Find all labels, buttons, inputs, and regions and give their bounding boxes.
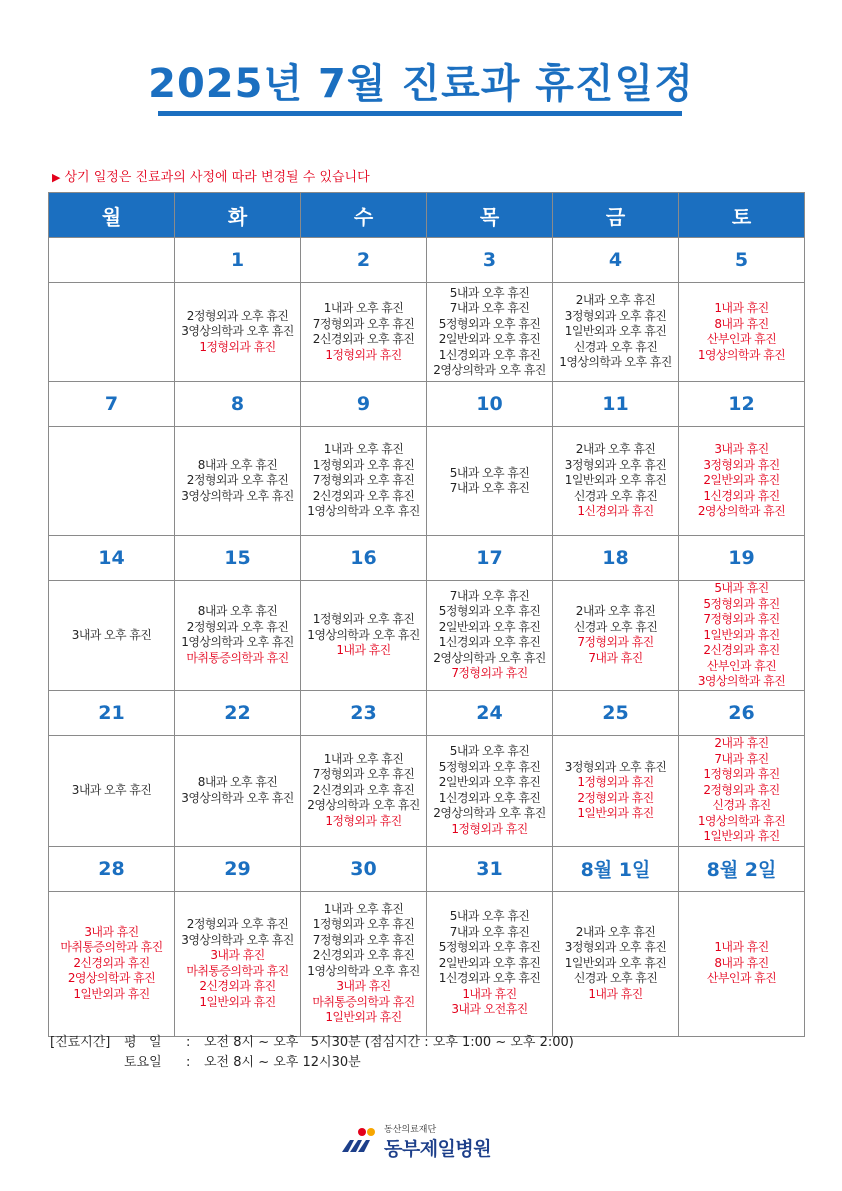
notes-row — [49, 735, 805, 846]
day-notes-cell — [427, 891, 553, 1036]
closure-note: 3정형외과 오후 휴진 — [564, 759, 667, 774]
closure-note: 2정형외과 휴진 — [577, 790, 654, 805]
closure-note: 1내과 오후 휴진 — [323, 301, 404, 315]
closure-note: 1일반외과 휴진 — [73, 986, 150, 1001]
schedule-calendar — [48, 192, 805, 1037]
date-cell: 2 — [301, 238, 427, 283]
closure-note: 1일반외과 오후 휴진 — [564, 473, 667, 488]
triangle-right-icon: ▶ — [52, 171, 61, 184]
date-cell: 29 — [175, 846, 301, 891]
closure-note: 1내과 휴진 — [336, 643, 391, 657]
closure-note: 1일반외과 오후 휴진 — [564, 324, 667, 339]
closure-note: 1일반외과 휴진 — [325, 1010, 402, 1024]
closure-note: 3내과 오후 휴진 — [71, 782, 152, 797]
hospital-logo — [340, 1122, 510, 1162]
date-cell: 19 — [679, 536, 805, 581]
closure-note: 1내과 휴진 — [462, 986, 517, 1001]
logo-subtitle: 동산의료재단 — [384, 1125, 437, 1135]
closure-note: 산부인과 휴진 — [706, 658, 777, 673]
notes-row — [49, 891, 805, 1036]
date-row — [49, 238, 805, 283]
day-notes-cell — [553, 581, 679, 691]
closure-note: 3영상의학과 오후 휴진 — [181, 932, 294, 947]
closure-note: 산부인과 휴진 — [706, 971, 777, 986]
day-notes-cell — [301, 735, 427, 846]
day-notes-cell — [49, 283, 175, 382]
notice-text: 상기 일정은 진료과의 사정에 따라 변경될 수 있습니다 — [64, 170, 370, 185]
logo-name: 동부제일병원 — [384, 1138, 492, 1160]
weekday-wed: 수 — [301, 193, 427, 238]
closure-note: 7정형외과 휴진 — [577, 635, 654, 650]
closure-note: 1일반외과 휴진 — [703, 627, 780, 642]
day-notes-cell — [175, 735, 301, 846]
closure-note: 1신경외과 오후 휴진 — [438, 635, 541, 650]
closure-note: 2영상의학과 오후 휴진 — [307, 798, 420, 813]
closure-note: 5내과 오후 휴진 — [449, 285, 530, 300]
day-notes-cell — [49, 735, 175, 846]
day-notes-cell — [175, 283, 301, 382]
day-notes-cell — [427, 427, 553, 536]
closure-note: 2일반외과 오후 휴진 — [438, 955, 541, 970]
closure-note: 2신경외과 오후 휴진 — [312, 332, 415, 346]
date-cell: 15 — [175, 536, 301, 581]
closure-note: 7정형외과 오후 휴진 — [312, 316, 415, 331]
closure-note: 1정형외과 휴진 — [577, 775, 654, 789]
date-cell: 7 — [49, 382, 175, 427]
weekday-fri: 금 — [553, 193, 679, 238]
closure-note: 1일반외과 휴진 — [199, 994, 276, 1009]
weekday-tue: 화 — [175, 193, 301, 238]
closure-note: 3내과 휴진 — [84, 924, 139, 939]
closure-note: 2일반외과 휴진 — [703, 473, 780, 488]
closure-note: 1영상의학과 오후 휴진 — [181, 635, 294, 650]
closure-note: 1정형외과 휴진 — [703, 767, 780, 782]
closure-note: 2정형외과 오후 휴진 — [186, 308, 289, 323]
closure-note: 3영상의학과 오후 휴진 — [181, 324, 294, 339]
closure-note: 1정형외과 휴진 — [325, 347, 402, 362]
closure-note: 7정형외과 오후 휴진 — [312, 473, 415, 488]
closure-note: 1영상의학과 오후 휴진 — [307, 504, 420, 519]
day-notes-cell — [553, 891, 679, 1036]
date-row — [49, 846, 805, 891]
day-notes-cell — [175, 427, 301, 536]
closure-note: 8내과 오후 휴진 — [197, 775, 278, 789]
closure-note: 7내과 휴진 — [714, 751, 769, 766]
closure-note: 2신경외과 휴진 — [199, 979, 276, 993]
notice — [52, 166, 370, 185]
closure-note: 3영상의학과 오후 휴진 — [181, 488, 294, 503]
closure-note: 2신경외과 휴진 — [703, 643, 780, 657]
closure-note: 신경과 휴진 — [712, 798, 771, 813]
date-cell: 18 — [553, 536, 679, 581]
day-notes-cell — [301, 283, 427, 382]
closure-note: 5내과 휴진 — [714, 581, 769, 595]
closure-note: 2정형외과 오후 휴진 — [186, 473, 289, 488]
closure-note: 마취통증의학과 휴진 — [60, 940, 163, 955]
closure-note: 1내과 휴진 — [714, 301, 769, 315]
closure-note: 2신경외과 오후 휴진 — [312, 488, 415, 503]
date-cell: 8월 1일 — [553, 846, 679, 891]
hospital-logo-icon — [340, 1126, 382, 1156]
closure-note: 1정형외과 휴진 — [199, 339, 276, 354]
hours-saturday-key: 토요일 — [124, 1055, 162, 1070]
closure-note: 5정형외과 휴진 — [703, 596, 780, 611]
hours-colon: : — [186, 1055, 191, 1070]
date-cell: 17 — [427, 536, 553, 581]
closure-note: 산부인과 휴진 — [706, 332, 777, 346]
closure-note: 7정형외과 오후 휴진 — [312, 767, 415, 782]
closure-note: 2내과 오후 휴진 — [575, 442, 656, 457]
closure-note: 3영상의학과 오후 휴진 — [181, 790, 294, 805]
closure-note: 3정형외과 오후 휴진 — [564, 940, 667, 955]
closure-note: 3내과 휴진 — [210, 948, 265, 962]
closure-note: 3내과 휴진 — [336, 979, 391, 993]
day-notes-cell — [301, 891, 427, 1036]
date-cell: 21 — [49, 690, 175, 735]
clinic-hours — [50, 1033, 574, 1073]
closure-note: 1정형외과 오후 휴진 — [312, 457, 415, 472]
day-notes-cell — [553, 735, 679, 846]
closure-note: 2신경외과 오후 휴진 — [312, 782, 415, 797]
closure-note: 1영상의학과 오후 휴진 — [307, 627, 420, 642]
date-cell: 11 — [553, 382, 679, 427]
hours-weekday-row — [50, 1033, 574, 1053]
date-cell — [49, 238, 175, 283]
day-notes-cell — [679, 891, 805, 1036]
closure-note: 1내과 오후 휴진 — [323, 901, 404, 916]
hours-saturday-value: 오전 8시 ~ 오후 12시30분 — [204, 1055, 361, 1070]
date-cell: 14 — [49, 536, 175, 581]
closure-note: 2영상의학과 오후 휴진 — [433, 650, 546, 665]
closure-note: 1일반외과 휴진 — [703, 829, 780, 844]
closure-note: 2영상의학과 휴진 — [697, 504, 786, 519]
closure-note: 5정형외과 오후 휴진 — [438, 759, 541, 774]
closure-note: 3내과 오후 휴진 — [71, 627, 152, 642]
closure-note: 3내과 휴진 — [714, 442, 769, 457]
closure-note: 3정형외과 오후 휴진 — [564, 457, 667, 472]
date-row — [49, 382, 805, 427]
closure-note: 7내과 오후 휴진 — [449, 481, 530, 495]
closure-note: 2신경외과 휴진 — [73, 955, 150, 970]
notes-row — [49, 427, 805, 536]
weekday-sat: 토 — [679, 193, 805, 238]
weekday-mon: 월 — [49, 193, 175, 238]
closure-note: 8내과 휴진 — [714, 316, 769, 331]
closure-note: 8내과 오후 휴진 — [197, 457, 278, 472]
closure-note: 2정형외과 오후 휴진 — [186, 917, 289, 931]
date-cell: 12 — [679, 382, 805, 427]
day-notes-cell — [553, 427, 679, 536]
closure-note: 마취통증의학과 휴진 — [186, 650, 289, 665]
notes-row — [49, 283, 805, 382]
closure-note: 7정형외과 휴진 — [703, 612, 780, 626]
date-cell: 9 — [301, 382, 427, 427]
closure-note: 1정형외과 휴진 — [451, 821, 528, 836]
date-cell: 24 — [427, 690, 553, 735]
closure-note: 신경과 오후 휴진 — [573, 339, 658, 354]
closure-note: 1영상의학과 휴진 — [697, 347, 786, 362]
hours-weekday-key: 평 일 — [124, 1035, 162, 1050]
date-cell: 22 — [175, 690, 301, 735]
closure-note: 1내과 휴진 — [588, 986, 643, 1001]
closure-note: 1영상의학과 오후 휴진 — [559, 355, 672, 370]
closure-note: 1영상의학과 오후 휴진 — [307, 963, 420, 978]
closure-note: 5내과 오후 휴진 — [449, 744, 530, 758]
date-cell: 5 — [679, 238, 805, 283]
closure-note: 1일반외과 휴진 — [577, 806, 654, 820]
day-notes-cell — [175, 891, 301, 1036]
day-notes-cell — [679, 283, 805, 382]
date-cell: 30 — [301, 846, 427, 891]
closure-note: 3정형외과 휴진 — [703, 457, 780, 472]
closure-note: 1신경외과 오후 휴진 — [438, 347, 541, 362]
closure-note: 2일반외과 오후 휴진 — [438, 775, 541, 789]
closure-note: 5내과 오후 휴진 — [449, 465, 530, 480]
closure-note: 1일반외과 오후 휴진 — [564, 955, 667, 970]
date-cell: 8 — [175, 382, 301, 427]
closure-note: 3영상의학과 휴진 — [697, 674, 786, 688]
closure-note: 마취통증의학과 휴진 — [186, 963, 289, 978]
closure-note: 1내과 오후 휴진 — [323, 751, 404, 766]
date-cell: 8월 2일 — [679, 846, 805, 891]
closure-note: 2영상의학과 휴진 — [67, 971, 156, 986]
weekday-header-row — [49, 193, 805, 238]
closure-note: 1정형외과 오후 휴진 — [312, 917, 415, 931]
closure-note: 2정형외과 휴진 — [703, 782, 780, 797]
date-cell: 10 — [427, 382, 553, 427]
closure-note: 1신경외과 오후 휴진 — [438, 971, 541, 986]
notes-row — [49, 581, 805, 691]
closure-note: 7내과 오후 휴진 — [449, 924, 530, 939]
day-notes-cell — [301, 427, 427, 536]
closure-note: 2정형외과 오후 휴진 — [186, 619, 289, 634]
closure-note: 2내과 오후 휴진 — [575, 293, 656, 308]
closure-note: 1신경외과 휴진 — [703, 488, 780, 503]
closure-note: 1정형외과 오후 휴진 — [312, 612, 415, 626]
date-cell: 4 — [553, 238, 679, 283]
closure-note: 5내과 오후 휴진 — [449, 909, 530, 924]
closure-note: 5정형외과 오후 휴진 — [438, 316, 541, 331]
closure-note: 8내과 휴진 — [714, 955, 769, 970]
closure-note: 2영상의학과 오후 휴진 — [433, 806, 546, 820]
date-cell: 28 — [49, 846, 175, 891]
day-notes-cell — [679, 427, 805, 536]
closure-note: 8내과 오후 휴진 — [197, 604, 278, 619]
hours-colon: : — [186, 1035, 191, 1050]
hours-saturday-row — [50, 1053, 574, 1073]
date-row — [49, 690, 805, 735]
closure-note: 2내과 오후 휴진 — [575, 924, 656, 939]
hours-label: [진료시간] — [50, 1035, 111, 1050]
day-notes-cell — [49, 581, 175, 691]
closure-note: 1신경외과 휴진 — [577, 504, 654, 519]
closure-note: 2신경외과 오후 휴진 — [312, 948, 415, 962]
closure-note: 신경과 오후 휴진 — [573, 619, 658, 634]
date-row — [49, 536, 805, 581]
day-notes-cell — [49, 427, 175, 536]
closure-note: 2내과 오후 휴진 — [575, 604, 656, 619]
closure-note: 1정형외과 휴진 — [325, 813, 402, 828]
date-cell: 16 — [301, 536, 427, 581]
closure-note: 마취통증의학과 휴진 — [312, 994, 415, 1009]
day-notes-cell — [553, 283, 679, 382]
closure-note: 3정형외과 오후 휴진 — [564, 308, 667, 323]
date-cell: 1 — [175, 238, 301, 283]
day-notes-cell — [679, 581, 805, 691]
closure-note: 7정형외과 오후 휴진 — [312, 932, 415, 947]
day-notes-cell — [427, 283, 553, 382]
title-underline — [158, 111, 682, 116]
page-title: 2025년 7월 진료과 휴진일정 — [148, 61, 694, 107]
closure-note: 5정형외과 오후 휴진 — [438, 604, 541, 619]
day-notes-cell — [175, 581, 301, 691]
closure-note: 1신경외과 오후 휴진 — [438, 790, 541, 805]
closure-note: 7내과 오후 휴진 — [449, 301, 530, 315]
closure-note: 1내과 오후 휴진 — [323, 442, 404, 457]
date-cell: 25 — [553, 690, 679, 735]
closure-note: 2일반외과 오후 휴진 — [438, 619, 541, 634]
closure-note: 신경과 오후 휴진 — [573, 488, 658, 503]
day-notes-cell — [427, 735, 553, 846]
closure-note: 7내과 휴진 — [588, 650, 643, 665]
closure-note: 2영상의학과 오후 휴진 — [433, 363, 546, 377]
closure-note: 1영상의학과 휴진 — [697, 813, 786, 828]
day-notes-cell — [679, 735, 805, 846]
closure-note: 1내과 휴진 — [714, 940, 769, 955]
day-notes-cell — [427, 581, 553, 691]
closure-note: 7내과 오후 휴진 — [449, 588, 530, 603]
closure-note: 신경과 오후 휴진 — [573, 971, 658, 986]
date-cell: 31 — [427, 846, 553, 891]
date-cell: 3 — [427, 238, 553, 283]
hours-weekday-value: 오전 8시 ~ 오후 5시30분 (점심시간 : 오후 1:00 ~ 오후 2:00) — [204, 1035, 574, 1050]
closure-note: 2내과 휴진 — [714, 736, 769, 751]
closure-note: 3내과 오전휴진 — [451, 1002, 528, 1017]
closure-note: 5정형외과 오후 휴진 — [438, 940, 541, 955]
closure-note: 2일반외과 오후 휴진 — [438, 332, 541, 346]
date-cell: 26 — [679, 690, 805, 735]
day-notes-cell — [49, 891, 175, 1036]
closure-note: 7정형외과 휴진 — [451, 666, 528, 681]
day-notes-cell — [301, 581, 427, 691]
weekday-thu: 목 — [427, 193, 553, 238]
date-cell: 23 — [301, 690, 427, 735]
